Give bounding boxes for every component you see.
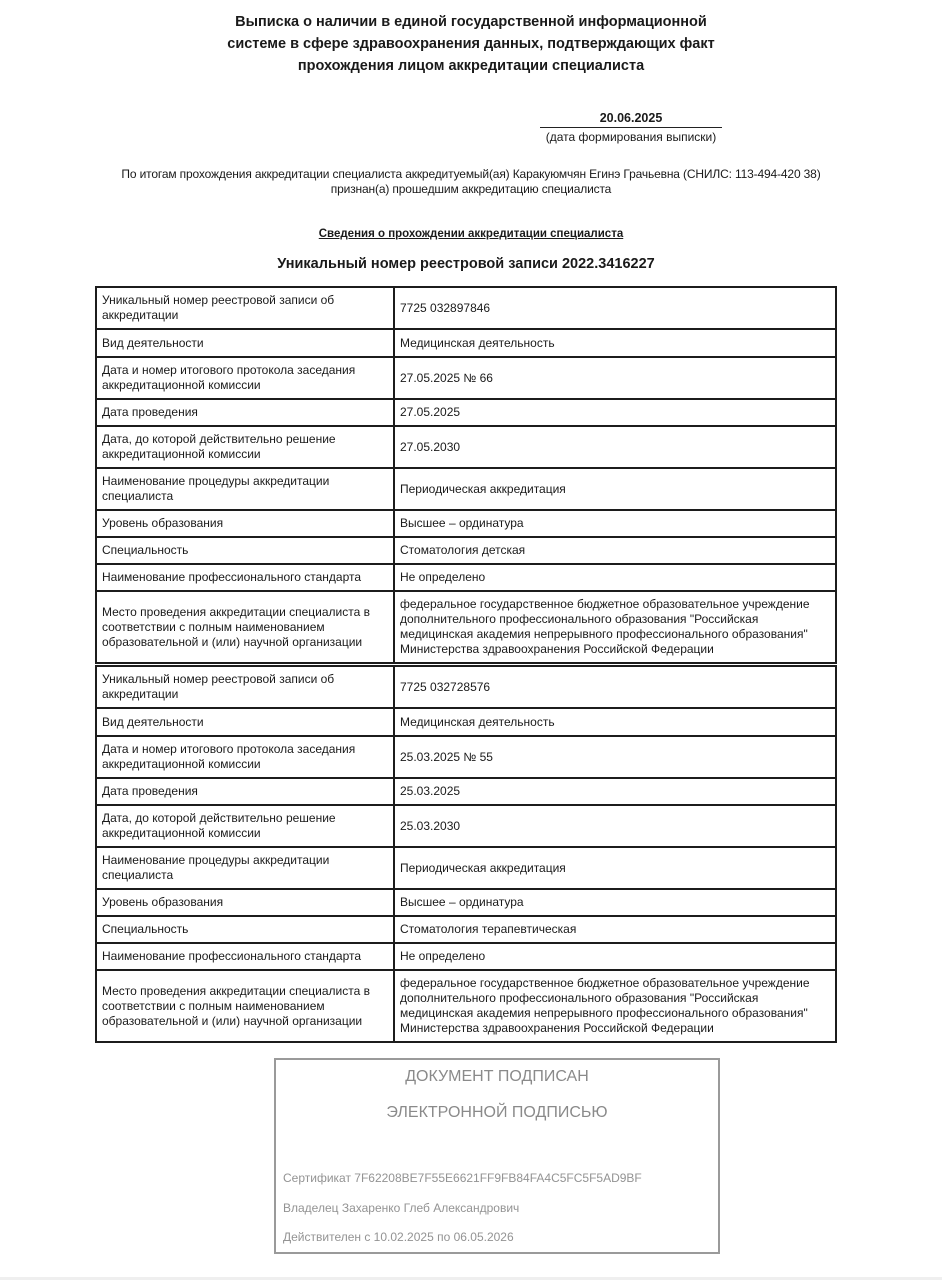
table-row xyxy=(96,847,836,889)
row-label: Уровень образования xyxy=(96,889,394,916)
intro-line: признан(а) прошедшим аккредитацию специалиста xyxy=(330,182,612,196)
stamp-validity: Действителен с 10.02.2025 по 06.05.2026 xyxy=(283,1230,514,1244)
issue-date: 20.06.2025 xyxy=(540,110,722,128)
table-row xyxy=(96,287,836,329)
row-label: Наименование профессионального стандарта xyxy=(96,564,394,591)
row-value: 27.05.2030 xyxy=(394,426,836,468)
table-row xyxy=(96,943,836,970)
row-value: 25.03.2025 xyxy=(394,778,836,805)
row-value: Высшее – ординатура xyxy=(394,510,836,537)
table-row xyxy=(96,426,836,468)
table-row xyxy=(96,591,836,663)
table-row xyxy=(96,889,836,916)
row-value: 25.03.2030 xyxy=(394,805,836,847)
row-value: 25.03.2025 № 55 xyxy=(394,736,836,778)
row-value: Не определено xyxy=(394,564,836,591)
row-label: Дата и номер итогового протокола заседания аккредитационной комиссии xyxy=(96,736,394,778)
accreditation-table-2 xyxy=(95,665,837,1043)
row-label: Наименование процедуры аккредитации специалиста xyxy=(96,468,394,510)
table-row xyxy=(96,666,836,708)
row-label: Вид деятельности xyxy=(96,708,394,736)
registry-record-number: Уникальный номер реестровой записи 2022.3416227 xyxy=(277,256,655,272)
electronic-signature-stamp xyxy=(274,1058,720,1254)
row-label: Дата проведения xyxy=(96,778,394,805)
table-row xyxy=(96,357,836,399)
section-heading: Сведения о прохождении аккредитации специалиста xyxy=(318,228,624,240)
row-label: Уникальный номер реестровой записи об аккредитации xyxy=(96,666,394,708)
issue-date-block xyxy=(540,110,722,145)
table-row xyxy=(96,805,836,847)
table-row xyxy=(96,468,836,510)
table-row xyxy=(96,399,836,426)
table-row xyxy=(96,329,836,357)
row-value: федеральное государственное бюджетное образовательное учреждение дополнительного профессионального образования "Российская медицинская академия непрерывного профессионального образования" Министерства здравоохранения Российской Федерации xyxy=(394,591,836,663)
row-label: Уровень образования xyxy=(96,510,394,537)
table-row xyxy=(96,736,836,778)
row-value: 27.05.2025 xyxy=(394,399,836,426)
row-label: Уникальный номер реестровой записи об аккредитации xyxy=(96,287,394,329)
row-label: Специальность xyxy=(96,537,394,564)
row-label: Место проведения аккредитации специалиста в соответствии с полным наименованием образовательной и (или) научной организации xyxy=(96,591,394,663)
row-label: Вид деятельности xyxy=(96,329,394,357)
accreditation-table-1 xyxy=(95,286,837,664)
intro-line: По итогам прохождения аккредитации специалиста аккредитуемый(ая) Каракуюмчян Егинэ Грачьевна (СНИЛС: 113-494-420 38) xyxy=(121,167,821,181)
table-row xyxy=(96,510,836,537)
issue-date-caption: (дата формирования выписки) xyxy=(545,130,717,144)
stamp-owner: Владелец Захаренко Глеб Александрович xyxy=(283,1201,520,1215)
table-row xyxy=(96,537,836,564)
table-row xyxy=(96,778,836,805)
table-row xyxy=(96,564,836,591)
row-value: Периодическая аккредитация xyxy=(394,468,836,510)
table-row xyxy=(96,916,836,943)
row-label: Дата, до которой действительно решение аккредитационной комиссии xyxy=(96,805,394,847)
row-value: Не определено xyxy=(394,943,836,970)
row-value: 7725 032897846 xyxy=(394,287,836,329)
row-value: Периодическая аккредитация xyxy=(394,847,836,889)
table-row xyxy=(96,970,836,1042)
document-title xyxy=(0,11,942,77)
row-label: Дата и номер итогового протокола заседания аккредитационной комиссии xyxy=(96,357,394,399)
row-value: Медицинская деятельность xyxy=(394,329,836,357)
row-value: 27.05.2025 № 66 xyxy=(394,357,836,399)
row-value: Стоматология терапевтическая xyxy=(394,916,836,943)
title-line: Выписка о наличии в единой государственной информационной xyxy=(235,14,707,30)
row-value: федеральное государственное бюджетное образовательное учреждение дополнительного профессионального образования "Российская медицинская академия непрерывного профессионального образования" Министерства здравоохранения Российской Федерации xyxy=(394,970,836,1042)
row-label: Специальность xyxy=(96,916,394,943)
title-line: системе в сфере здравоохранения данных, подтверждающих факт xyxy=(227,36,715,52)
table-row xyxy=(96,708,836,736)
row-value: Стоматология детская xyxy=(394,537,836,564)
row-label: Дата проведения xyxy=(96,399,394,426)
row-label: Дата, до которой действительно решение аккредитационной комиссии xyxy=(96,426,394,468)
row-label: Наименование профессионального стандарта xyxy=(96,943,394,970)
row-value: Медицинская деятельность xyxy=(394,708,836,736)
intro-paragraph xyxy=(0,167,942,197)
row-label: Место проведения аккредитации специалиста в соответствии с полным наименованием образовательной и (или) научной организации xyxy=(96,970,394,1042)
title-line: прохождения лицом аккредитации специалиста xyxy=(297,58,645,74)
row-label: Наименование процедуры аккредитации специалиста xyxy=(96,847,394,889)
stamp-certificate: Сертификат 7F62208BE7F55E6621FF9FB84FA4C5FC5F5AD9BF xyxy=(283,1171,642,1185)
row-value: Высшее – ординатура xyxy=(394,889,836,916)
row-value: 7725 032728576 xyxy=(394,666,836,708)
stamp-heading-line2: ЭЛЕКТРОННОЙ ПОДПИСЬЮ xyxy=(386,1104,608,1121)
stamp-heading-line1: ДОКУМЕНТ ПОДПИСАН xyxy=(405,1068,589,1085)
